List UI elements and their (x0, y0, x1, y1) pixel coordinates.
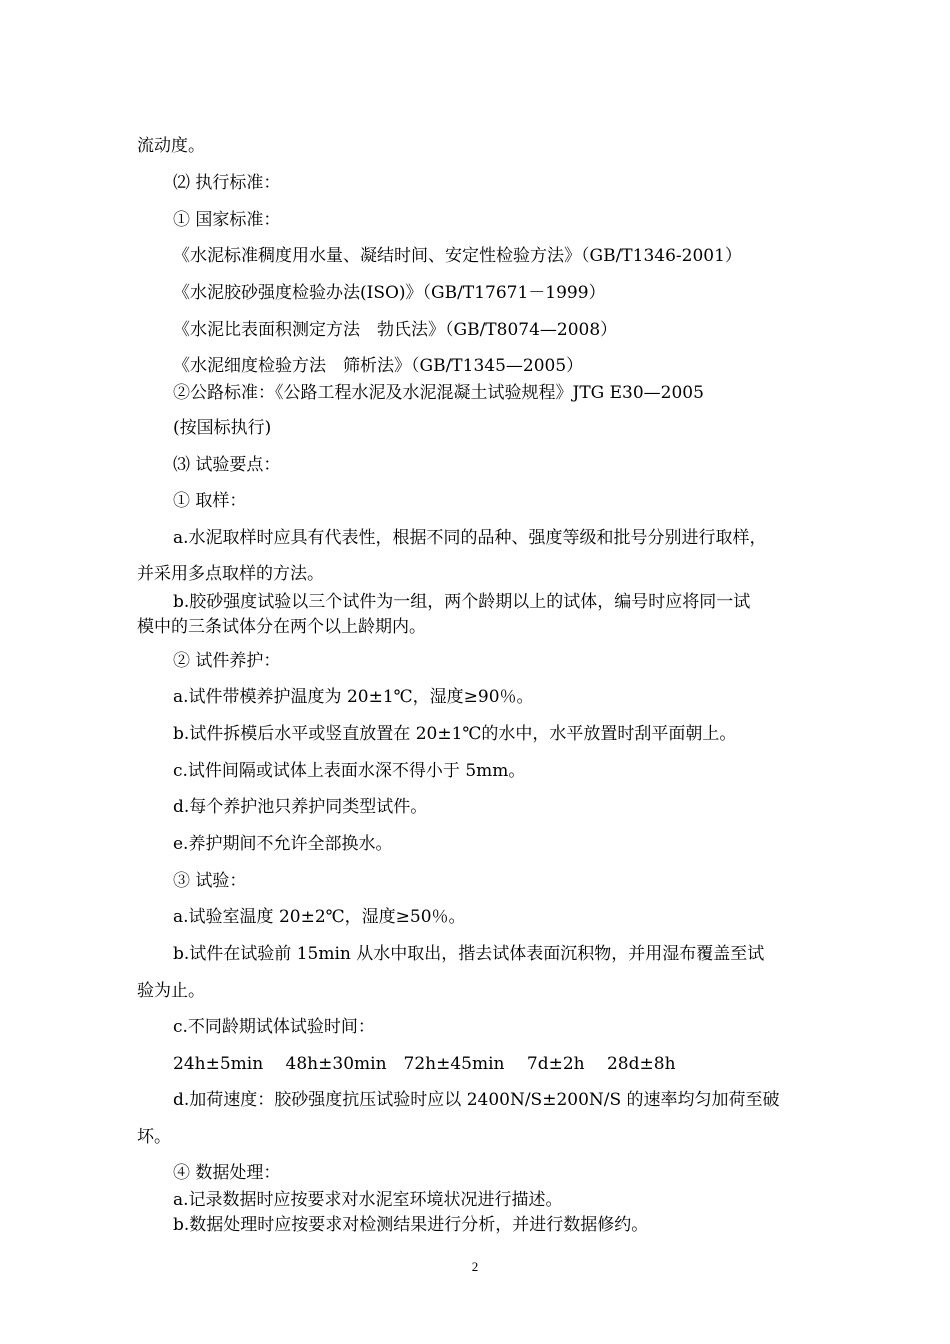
text-line: 验为止。 (137, 981, 205, 1001)
text-line: 24h±5min 48h±30min 72h±45min 7d±2h 28d±8h (173, 1054, 676, 1074)
standard-item: 《水泥标准稠度用水量、凝结时间、安定性检验方法》（GB/T1346-2001） (173, 246, 742, 266)
text-line: e.养护期间不允许全部换水。 (173, 834, 393, 854)
standard-item: 《水泥胶砂强度检验办法(ISO)》（GB/T17671－1999） (173, 283, 606, 303)
text-line: 坏。 (137, 1127, 171, 1147)
text-line: a.水泥取样时应具有代表性，根据不同的品种、强度等级和批号分别进行取样， (173, 528, 767, 548)
text-line: a.试验室温度 20±2℃，湿度≥50％。 (173, 907, 466, 927)
page-number: 2 (471, 1259, 479, 1274)
text-line: b.胶砂强度试验以三个试件为一组，两个龄期以上的试体，编号时应将同一试 (173, 592, 751, 612)
text-line: 并采用多点取样的方法。 (137, 564, 324, 584)
text-line: c.试件间隔或试体上表面水深不得小于 5mm。 (173, 761, 526, 781)
subsection-heading: ② 试件养护： (173, 651, 281, 671)
text-line: a.试件带模养护温度为 20±1℃，湿度≥90％。 (173, 687, 534, 707)
text-line: b.试件在试验前 15min 从水中取出，揩去试体表面沉积物，并用湿布覆盖至试 (173, 944, 765, 964)
text-line: 流动度。 (137, 136, 205, 156)
subsection-heading: ③ 试验： (173, 871, 247, 891)
text-line: b.试件拆模后水平或竖直放置在 20±1℃的水中，水平放置时刮平面朝上。 (173, 724, 737, 744)
text-line: (按国标执行) (173, 418, 272, 438)
standard-item: ②公路标准：《公路工程水泥及水泥混凝土试验规程》JTG E30—2005 (173, 383, 704, 403)
text-line: b.数据处理时应按要求对检测结果进行分析，并进行数据修约。 (173, 1215, 649, 1235)
subsection-heading: ④ 数据处理： (173, 1163, 281, 1183)
text-line: d.每个养护池只养护同类型试件。 (173, 797, 428, 817)
text-line: 模中的三条试体分在两个以上龄期内。 (137, 617, 426, 637)
subsection-heading: ① 国家标准： (173, 210, 281, 230)
text-line: a.记录数据时应按要求对水泥室环境状况进行描述。 (173, 1190, 563, 1210)
section-heading: ⑶ 试验要点： (173, 455, 281, 475)
standard-item: 《水泥比表面积测定方法 勃氏法》（GB/T8074—2008） (173, 320, 618, 340)
standard-item: 《水泥细度检验方法 筛析法》（GB/T1345—2005） (173, 356, 584, 376)
text-line: d.加荷速度：胶砂强度抗压试验时应以 2400N/S±200N/S 的速率均匀加荷至破 (173, 1090, 780, 1110)
text-line: c.不同龄期试体试验时间： (173, 1017, 375, 1037)
subsection-heading: ① 取样： (173, 491, 247, 511)
section-heading: ⑵ 执行标准： (173, 173, 281, 193)
